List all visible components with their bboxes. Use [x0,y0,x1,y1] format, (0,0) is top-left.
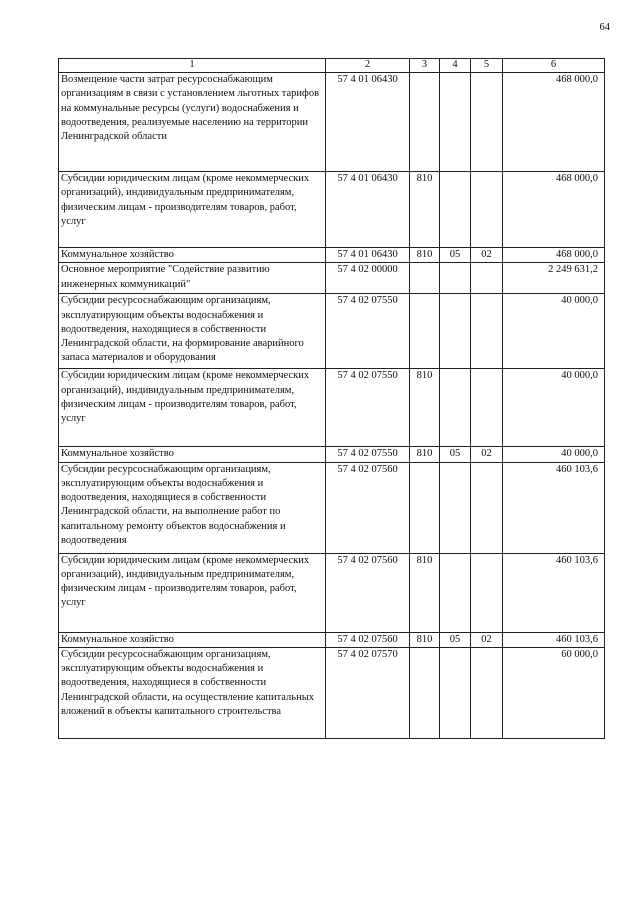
row-name: Коммунальное хозяйство [59,447,326,462]
row-subsection [471,294,503,369]
row-amount: 40 000,0 [503,369,605,447]
row-target-code: 57 4 02 07560 [326,632,410,647]
table-row [59,632,605,647]
row-subsection [471,462,503,553]
row-target-code: 57 4 01 06430 [326,73,410,172]
row-amount: 40 000,0 [503,294,605,369]
row-expense-type [410,647,440,738]
row-amount: 460 103,6 [503,462,605,553]
header-col-5: 5 [471,59,503,73]
row-amount: 2 249 631,2 [503,263,605,294]
header-col-6: 6 [503,59,605,73]
header-col-2: 2 [326,59,410,73]
table-row [59,369,605,447]
row-subsection [471,263,503,294]
row-section [440,369,471,447]
row-expense-type: 810 [410,553,440,632]
row-expense-type: 810 [410,447,440,462]
row-section [440,73,471,172]
table-row [59,647,605,738]
row-target-code: 57 4 02 07550 [326,447,410,462]
row-subsection: 02 [471,632,503,647]
row-section [440,172,471,248]
row-amount: 468 000,0 [503,172,605,248]
row-name: Субсидии юридическим лицам (кроме некоммерческих организаций), индивидуальным предпринимателям, физическим лицам - производителям товаров, работ, услуг [59,172,326,248]
row-expense-type [410,73,440,172]
table-row [59,263,605,294]
row-name: Субсидии ресурсоснабжающим организациям, эксплуатирующим объекты водоснабжения и водоотведения, находящиеся в собственности Ленинградской области, на выполнение работ по капитальному ремонту объектов водоснабжения и водоотведения [59,462,326,553]
row-target-code: 57 4 02 07560 [326,553,410,632]
row-target-code: 57 4 02 07570 [326,647,410,738]
row-amount: 40 000,0 [503,447,605,462]
row-target-code: 57 4 01 06430 [326,248,410,263]
row-target-code: 57 4 01 06430 [326,172,410,248]
header-row [59,59,605,73]
row-expense-type [410,294,440,369]
row-amount: 468 000,0 [503,73,605,172]
budget-table [58,58,605,739]
row-name: Субсидии ресурсоснабжающим организациям, эксплуатирующим объекты водоснабжения и водоотведения, находящиеся в собственности Ленинградской области, на формирование аварийного запаса материалов и оборудования [59,294,326,369]
table-row [59,294,605,369]
header-col-1: 1 [59,59,326,73]
row-target-code: 57 4 02 07550 [326,369,410,447]
row-amount: 460 103,6 [503,553,605,632]
row-name: Коммунальное хозяйство [59,248,326,263]
row-expense-type: 810 [410,248,440,263]
row-section: 05 [440,248,471,263]
table-row [59,248,605,263]
row-name: Возмещение части затрат ресурсоснабжающим организациям в связи с установлением льготных тарифов на коммунальные ресурсы (услуги) водоснабжения и водоотведения, реализуемые населению на территории Ленинградской области [59,73,326,172]
header-col-4: 4 [440,59,471,73]
row-section [440,553,471,632]
table-row [59,553,605,632]
row-subsection [471,172,503,248]
row-expense-type: 810 [410,172,440,248]
row-name: Субсидии юридическим лицам (кроме некоммерческих организаций), индивидуальным предпринимателям, физическим лицам - производителям товаров, работ, услуг [59,553,326,632]
row-section: 05 [440,632,471,647]
row-target-code: 57 4 02 00000 [326,263,410,294]
row-subsection [471,369,503,447]
header-col-3: 3 [410,59,440,73]
row-subsection: 02 [471,248,503,263]
table-row [59,447,605,462]
row-expense-type [410,263,440,294]
row-amount: 460 103,6 [503,632,605,647]
row-target-code: 57 4 02 07550 [326,294,410,369]
row-target-code: 57 4 02 07560 [326,462,410,553]
page-number: 64 [599,22,610,33]
row-section [440,647,471,738]
table-row [59,462,605,553]
row-name: Основное мероприятие "Содействие развитию инженерных коммуникаций" [59,263,326,294]
table-row [59,73,605,172]
row-expense-type: 810 [410,369,440,447]
row-name: Субсидии ресурсоснабжающим организациям, эксплуатирующим объекты водоснабжения и водоотведения, находящиеся в собственности Ленинградской области, на осуществление капитальных вложений в объекты капитального строительства [59,647,326,738]
row-expense-type: 810 [410,632,440,647]
row-subsection [471,647,503,738]
row-subsection [471,73,503,172]
row-name: Коммунальное хозяйство [59,632,326,647]
row-subsection: 02 [471,447,503,462]
table-row [59,172,605,248]
row-name: Субсидии юридическим лицам (кроме некоммерческих организаций), индивидуальным предпринимателям, физическим лицам - производителям товаров, работ, услуг [59,369,326,447]
row-section [440,263,471,294]
row-subsection [471,553,503,632]
row-amount: 468 000,0 [503,248,605,263]
row-expense-type [410,462,440,553]
row-amount: 60 000,0 [503,647,605,738]
row-section [440,462,471,553]
row-section [440,294,471,369]
row-section: 05 [440,447,471,462]
